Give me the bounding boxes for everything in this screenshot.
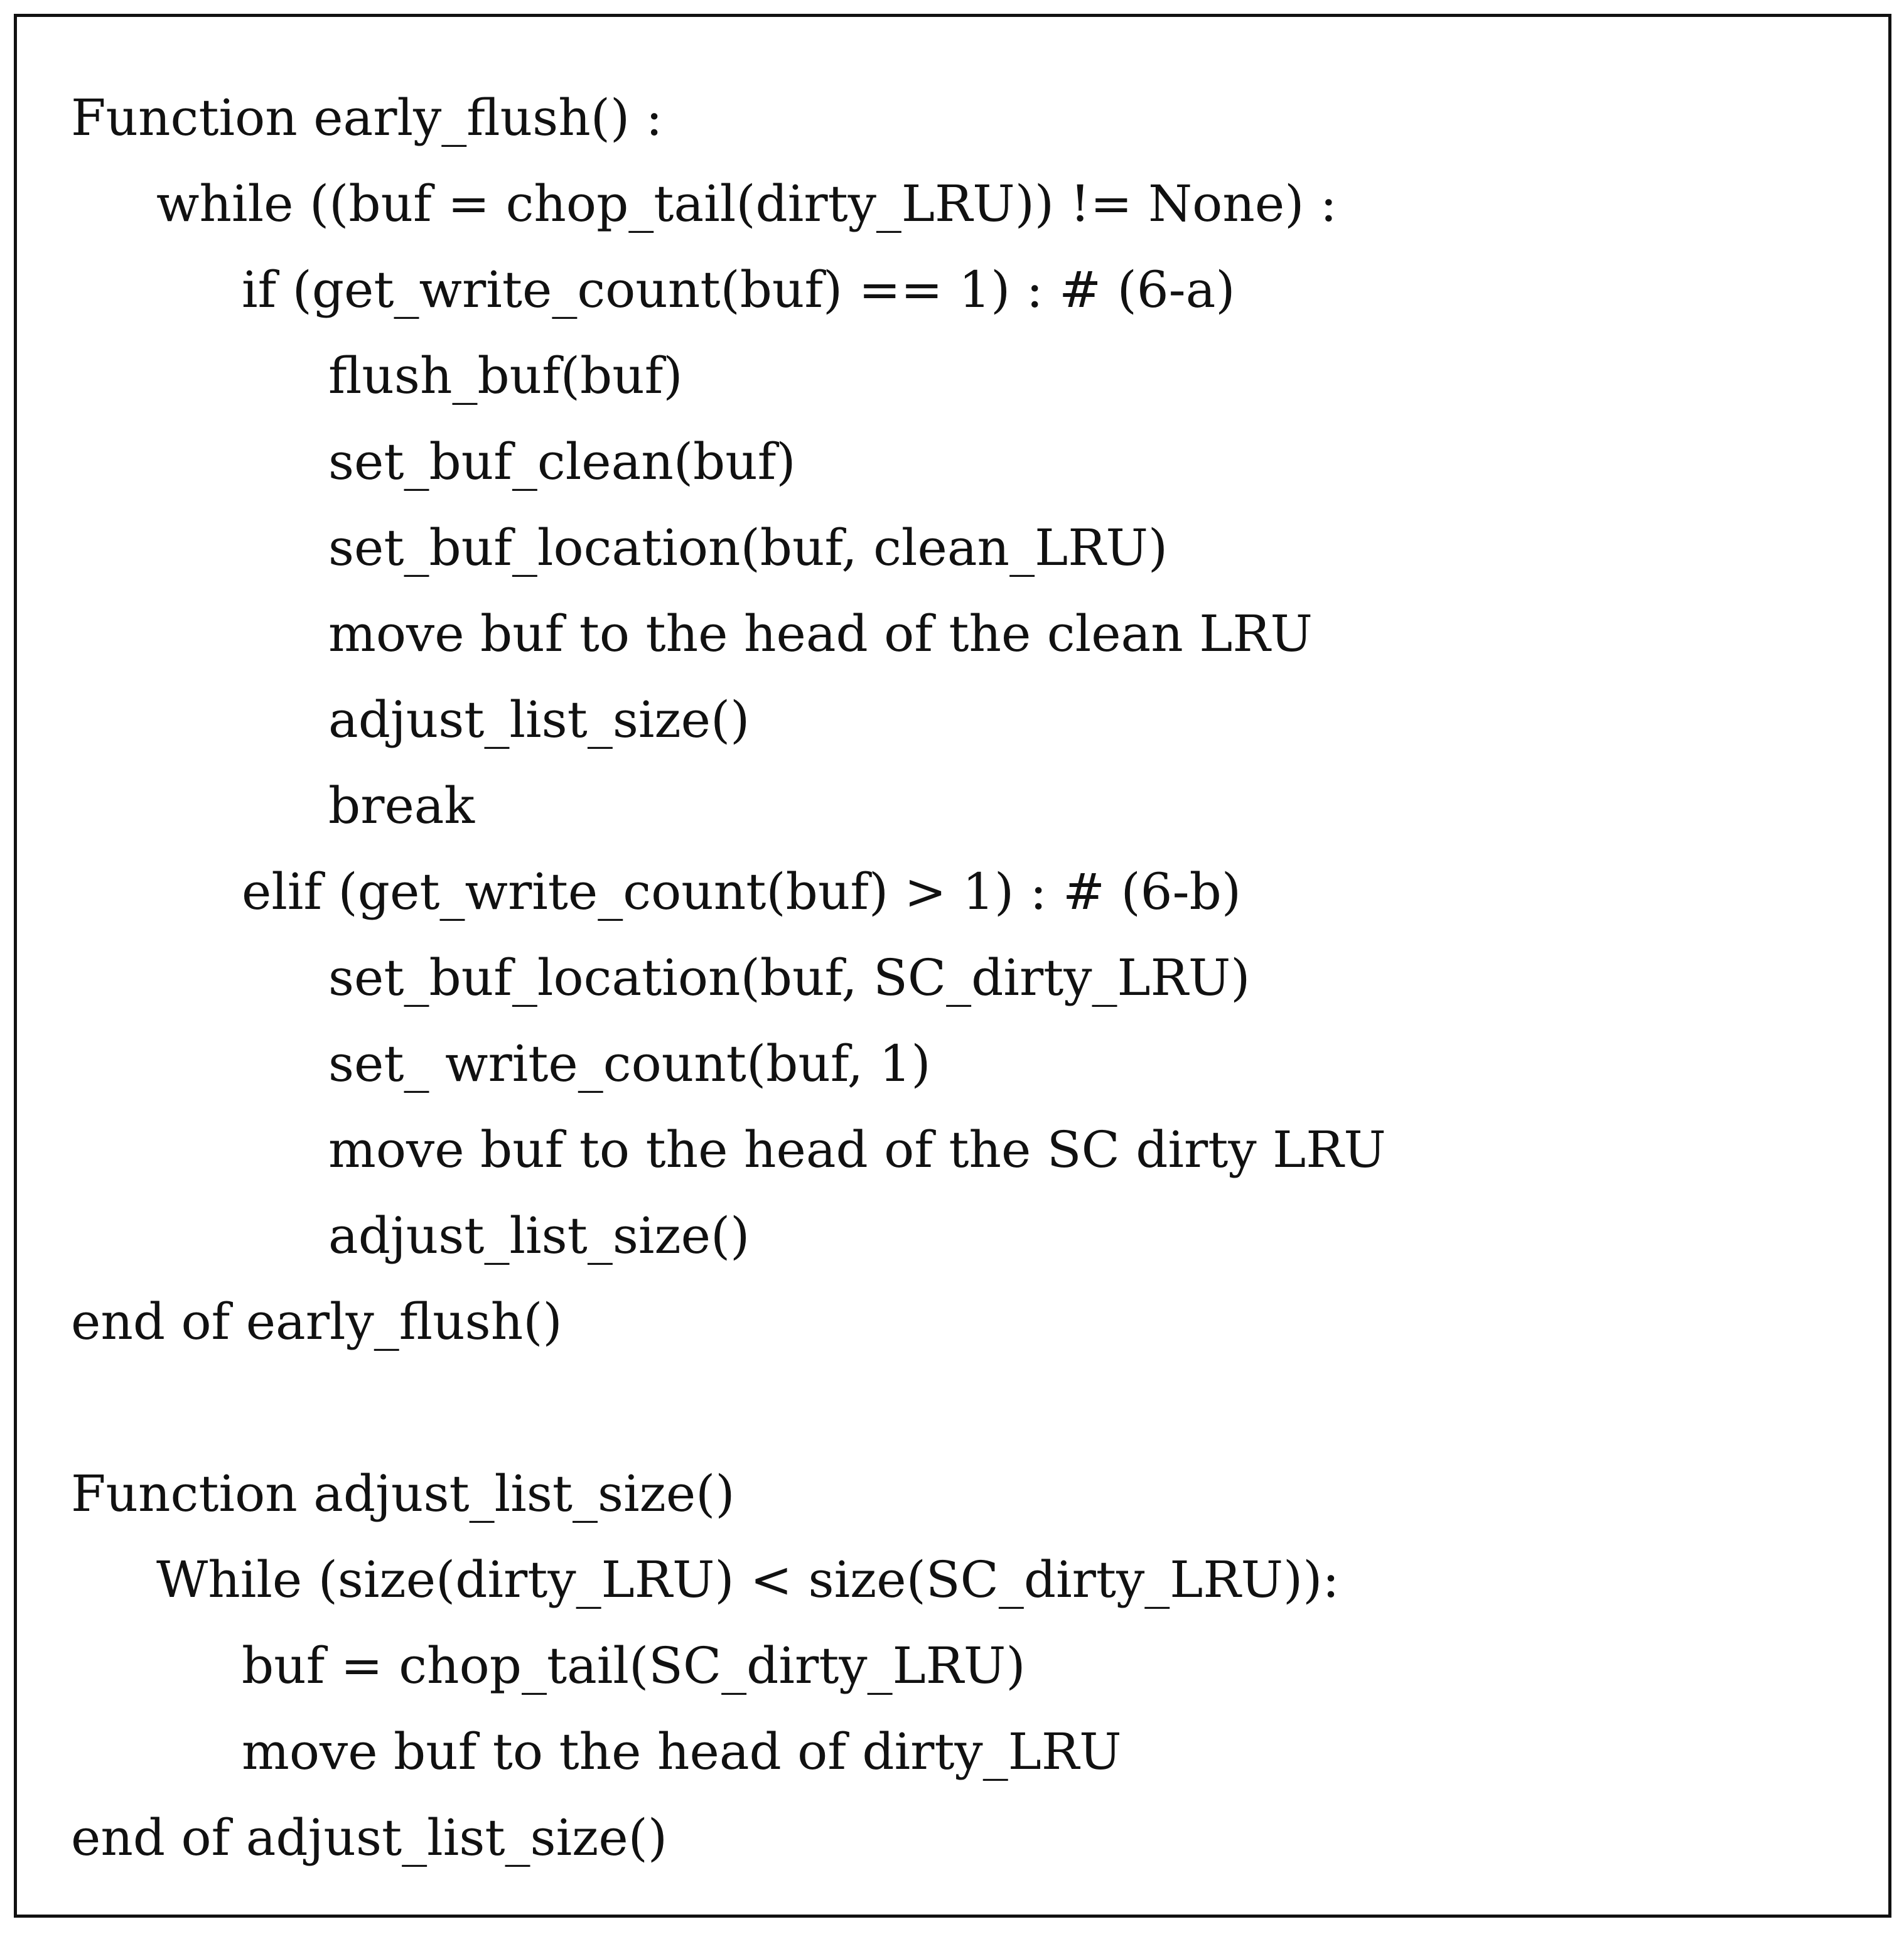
code-line: if (get_write_count(buf) == 1) : # (6-a)	[242, 261, 1235, 319]
code-line: flush_buf(buf)	[328, 347, 683, 405]
code-line: end of early_flush()	[71, 1292, 562, 1351]
code-line: set_buf_location(buf, SC_dirty_LRU)	[328, 948, 1251, 1007]
code-line: set_buf_location(buf, clean_LRU)	[328, 518, 1168, 577]
code-line: set_buf_clean(buf)	[328, 432, 796, 491]
code-line: move buf to the head of dirty_LRU	[242, 1722, 1122, 1781]
code-line: adjust_list_size()	[328, 1206, 750, 1265]
code-line: Function adjust_list_size()	[71, 1464, 735, 1523]
pseudocode-box	[14, 14, 1891, 1918]
code-line: adjust_list_size()	[328, 690, 750, 749]
code-line: while ((buf = chop_tail(dirty_LRU)) != None) :	[156, 175, 1337, 233]
code-line: end of adjust_list_size()	[71, 1808, 668, 1867]
code-line: move buf to the head of the SC dirty LRU	[328, 1120, 1386, 1179]
code-line: set_ write_count(buf, 1)	[328, 1034, 931, 1093]
code-line: move buf to the head of the clean LRU	[328, 604, 1313, 663]
code-line: elif (get_write_count(buf) > 1) : # (6-b)	[242, 862, 1242, 921]
code-line: break	[328, 776, 475, 835]
code-line: Function early_flush() :	[71, 89, 663, 147]
code-line: While (size(dirty_LRU) < size(SC_dirty_LRU)):	[156, 1550, 1340, 1609]
code-line: buf = chop_tail(SC_dirty_LRU)	[242, 1636, 1026, 1695]
